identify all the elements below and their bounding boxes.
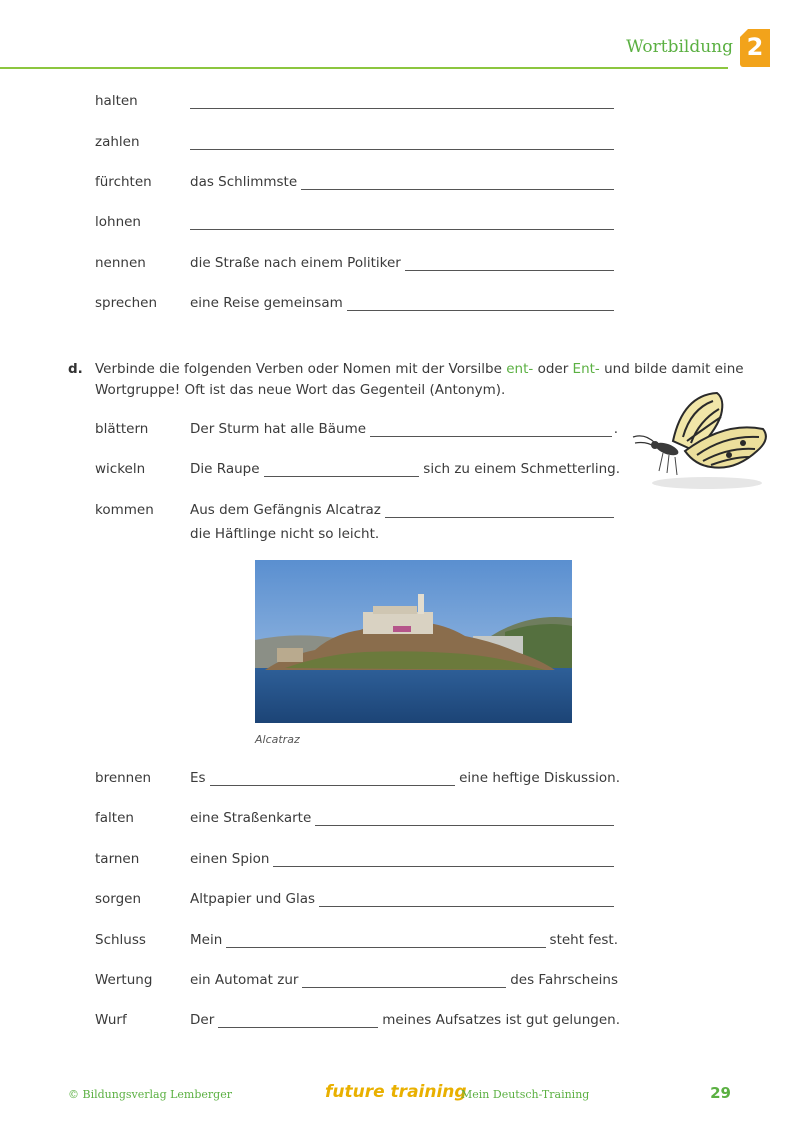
answer-blank[interactable] [385,502,614,518]
row-prefix: Der Sturm hat alle Bäume [190,421,367,437]
row-word: kommen [95,502,154,518]
row-line2: die Häftlinge nicht so leicht. [190,526,380,542]
row-suffix: sich zu einem Schmetterling. [423,461,620,477]
answer-blank[interactable] [315,810,614,826]
alcatraz-photo [255,560,572,723]
instruction-text-1: Verbinde die folgenden Verben oder Nomen mit der Vorsilbe [95,361,502,377]
row-prefix: Der [190,1012,215,1028]
answer-blank[interactable] [226,932,545,948]
answer-blank[interactable] [210,770,456,786]
answer-blank[interactable] [405,255,614,271]
row-suffix: des Fahrscheins [510,972,618,988]
answer-blank[interactable] [370,421,612,437]
page-title: Wortbildung [626,37,733,57]
answer-blank[interactable] [347,295,614,311]
row-prefix: eine Reise gemeinsam [190,295,343,311]
exercise-row [0,134,800,158]
row-word: wickeln [95,461,146,477]
row-prefix: das Schlimmste [190,174,298,190]
row-prefix: Altpapier und Glas [190,891,316,907]
footer-brand: future training [325,1082,467,1102]
row-word: tarnen [95,851,140,867]
header-rule [0,67,728,69]
answer-blank[interactable] [190,93,614,109]
row-word: falten [95,810,134,826]
row-suffix: meines Aufsatzes ist gut gelungen. [382,1012,620,1028]
exercise-row [0,174,800,198]
row-word: zahlen [95,134,140,150]
exercise-row [0,932,800,956]
instruction-text-2: und bilde damit eine Wortgruppe! Oft ist das neue Wort das Gegenteil (Antonym). [95,361,744,398]
row-word: blättern [95,421,149,437]
chapter-number: 2 [746,33,764,61]
row-prefix: Aus dem Gefängnis Alcatraz [190,502,381,518]
prefix-lower: ent- [506,361,534,377]
instruction-or: oder [537,361,569,377]
footer-copyright: © Bildungsverlag Lemberger [68,1088,232,1101]
row-suffix: steht fest. [549,932,618,948]
row-prefix: Mein [190,932,223,948]
row-word: fürchten [95,174,152,190]
task-letter: d. [68,361,83,377]
answer-blank[interactable] [218,1012,378,1028]
row-prefix: eine Straßenkarte [190,810,312,826]
row-word: lohnen [95,214,141,230]
exercise-row [0,93,800,117]
answer-blank[interactable] [190,134,614,150]
exercise-row [0,972,800,996]
exercise-row [0,770,800,794]
exercise-row [0,851,800,875]
row-word: Wurf [95,1012,127,1028]
row-prefix: ein Automat zur [190,972,299,988]
row-word: Wertung [95,972,153,988]
exercise-row [0,1012,800,1036]
answer-blank[interactable] [273,851,614,867]
answer-blank[interactable] [302,972,506,988]
row-prefix: einen Spion [190,851,270,867]
answer-blank[interactable] [319,891,614,907]
exercise-row [0,255,800,279]
row-word: sorgen [95,891,142,907]
footer-subtitle: Mein Deutsch-Training [461,1088,590,1101]
exercise-row-continued [0,526,800,550]
exercise-row [0,891,800,915]
row-word: halten [95,93,138,109]
row-word: nennen [95,255,146,271]
row-prefix: Es [190,770,206,786]
prefix-upper: Ent- [572,361,600,377]
answer-blank[interactable] [264,461,420,477]
row-suffix: . [613,421,618,437]
photo-caption: Alcatraz [255,733,300,746]
row-word: Schluss [95,932,146,948]
exercise-row [0,810,800,834]
chapter-badge [740,29,770,67]
row-word: sprechen [95,295,158,311]
exercise-row [0,295,800,319]
row-suffix: eine heftige Diskussion. [459,770,620,786]
butterfly-illustration [625,385,775,495]
row-prefix: Die Raupe [190,461,260,477]
answer-blank[interactable] [190,214,614,230]
row-prefix: die Straße nach einem Politiker [190,255,401,271]
exercise-row [0,502,800,526]
page-number: 29 [710,1084,731,1102]
exercise-row [0,214,800,238]
answer-blank[interactable] [301,174,614,190]
row-word: brennen [95,770,152,786]
